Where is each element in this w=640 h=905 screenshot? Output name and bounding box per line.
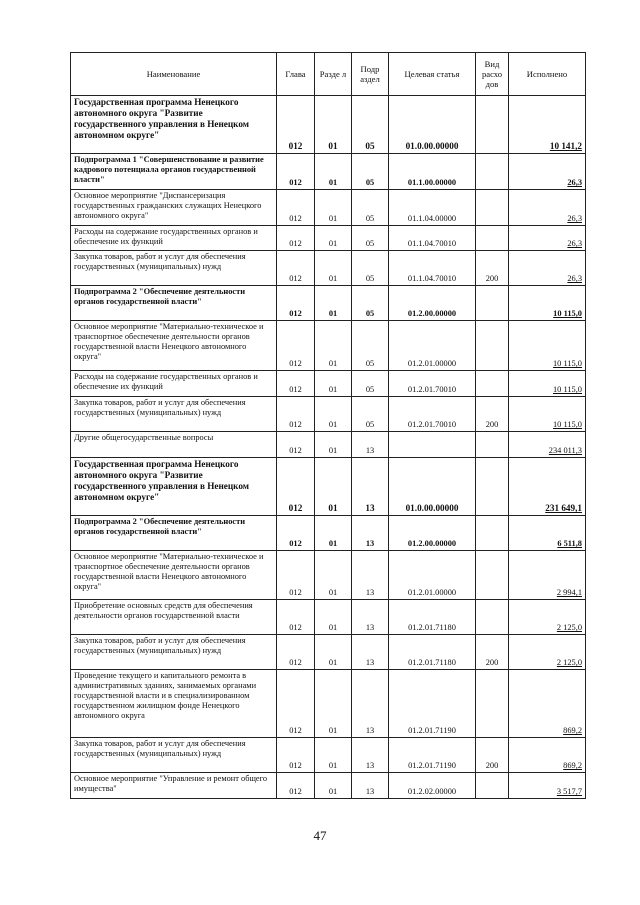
cell-target-article: [389, 432, 476, 458]
cell-chapter: 012: [277, 321, 315, 371]
cell-chapter: 012: [277, 226, 315, 251]
cell-target-article: 01.1.04.70010: [389, 251, 476, 286]
cell-section: 01: [315, 551, 352, 600]
cell-executed: 26,3: [509, 190, 586, 226]
cell-target-article: 01.2.01.71180: [389, 635, 476, 670]
cell-executed: 3 517,7: [509, 773, 586, 799]
table-row: [71, 251, 586, 286]
cell-expense-kind: [476, 190, 509, 226]
table-row: [71, 226, 586, 251]
cell-section: 01: [315, 773, 352, 799]
cell-expense-kind: [476, 458, 509, 516]
cell-expense-kind: [476, 96, 509, 154]
cell-section: 01: [315, 286, 352, 321]
cell-chapter: 012: [277, 251, 315, 286]
cell-chapter: 012: [277, 738, 315, 773]
cell-executed: 10 115,0: [509, 371, 586, 397]
cell-name: Расходы на содержание государственных органов и обеспечение их функций: [71, 226, 277, 251]
table-row: [71, 516, 586, 551]
cell-expense-kind: [476, 432, 509, 458]
cell-subsection: 13: [352, 773, 389, 799]
cell-target-article: 01.2.00.00000: [389, 286, 476, 321]
cell-chapter: 012: [277, 551, 315, 600]
cell-subsection: 05: [352, 251, 389, 286]
cell-name: Подпрограмма 2 "Обеспечение деятельности органов государственной власти": [71, 516, 277, 551]
cell-expense-kind: 200: [476, 251, 509, 286]
cell-subsection: 05: [352, 397, 389, 432]
cell-subsection: 13: [352, 670, 389, 738]
cell-executed: 26,3: [509, 251, 586, 286]
table-row: [71, 600, 586, 635]
cell-subsection: 13: [352, 635, 389, 670]
cell-name: Приобретение основных средств для обеспечения деятельности органов государственной власти: [71, 600, 277, 635]
cell-section: 01: [315, 251, 352, 286]
cell-target-article: 01.2.01.71190: [389, 738, 476, 773]
cell-executed: 869,2: [509, 738, 586, 773]
cell-target-article: 01.2.01.71190: [389, 670, 476, 738]
cell-name: Закупка товаров, работ и услуг для обеспечения государственных (муниципальных) нужд: [71, 738, 277, 773]
cell-chapter: 012: [277, 670, 315, 738]
cell-section: 01: [315, 635, 352, 670]
cell-section: 01: [315, 458, 352, 516]
cell-chapter: 012: [277, 432, 315, 458]
cell-executed: 2 994,1: [509, 551, 586, 600]
budget-execution-table: [70, 52, 586, 799]
header-name: Наименование: [71, 53, 277, 96]
cell-section: 01: [315, 600, 352, 635]
cell-subsection: 13: [352, 551, 389, 600]
cell-expense-kind: [476, 551, 509, 600]
cell-name: Закупка товаров, работ и услуг для обеспечения государственных (муниципальных) нужд: [71, 397, 277, 432]
table-row: [71, 96, 586, 154]
cell-executed: 231 649,1: [509, 458, 586, 516]
cell-executed: 10 115,0: [509, 321, 586, 371]
cell-subsection: 05: [352, 96, 389, 154]
cell-subsection: 05: [352, 321, 389, 371]
cell-section: 01: [315, 516, 352, 551]
cell-subsection: 13: [352, 738, 389, 773]
cell-executed: 6 511,8: [509, 516, 586, 551]
header-executed: Исполнено: [509, 53, 586, 96]
cell-target-article: 01.1.04.70010: [389, 226, 476, 251]
cell-chapter: 012: [277, 154, 315, 190]
cell-subsection: 13: [352, 458, 389, 516]
cell-chapter: 012: [277, 635, 315, 670]
table-row: [71, 397, 586, 432]
cell-expense-kind: [476, 321, 509, 371]
cell-expense-kind: 200: [476, 397, 509, 432]
cell-chapter: 012: [277, 773, 315, 799]
cell-name: Основное мероприятие "Материально-техническое и транспортное обеспечение деятельности органов государственной власти Ненецкого автономного округа": [71, 551, 277, 600]
cell-target-article: 01.2.01.71180: [389, 600, 476, 635]
cell-subsection: 13: [352, 600, 389, 635]
cell-name: Подпрограмма 1 "Совершенствование и развитие кадрового потенциала органов государственной власти": [71, 154, 277, 190]
cell-subsection: 13: [352, 516, 389, 551]
table-row: [71, 458, 586, 516]
cell-subsection: 05: [352, 154, 389, 190]
cell-expense-kind: [476, 226, 509, 251]
cell-executed: 26,3: [509, 226, 586, 251]
table-row: [71, 371, 586, 397]
cell-name: Закупка товаров, работ и услуг для обеспечения государственных (муниципальных) нужд: [71, 635, 277, 670]
cell-chapter: 012: [277, 286, 315, 321]
cell-executed: 234 011,3: [509, 432, 586, 458]
cell-section: 01: [315, 190, 352, 226]
cell-section: 01: [315, 738, 352, 773]
cell-name: Основное мероприятие "Материально-техническое и транспортное обеспечение деятельности органов государственной власти Ненецкого автономного округа": [71, 321, 277, 371]
cell-subsection: 13: [352, 432, 389, 458]
cell-expense-kind: [476, 600, 509, 635]
cell-target-article: 01.2.00.00000: [389, 516, 476, 551]
cell-name: Государственная программа Ненецкого автономного округа "Развитие государственного управления в Ненецком автономном округе": [71, 96, 277, 154]
cell-executed: 26,3: [509, 154, 586, 190]
cell-chapter: 012: [277, 600, 315, 635]
cell-target-article: 01.2.01.70010: [389, 371, 476, 397]
cell-target-article: 01.2.01.00000: [389, 321, 476, 371]
cell-section: 01: [315, 432, 352, 458]
cell-chapter: 012: [277, 190, 315, 226]
cell-expense-kind: [476, 154, 509, 190]
cell-expense-kind: 200: [476, 738, 509, 773]
cell-subsection: 05: [352, 190, 389, 226]
cell-target-article: 01.1.04.00000: [389, 190, 476, 226]
cell-section: 01: [315, 397, 352, 432]
cell-section: 01: [315, 670, 352, 738]
cell-name: Другие общегосударственные вопросы: [71, 432, 277, 458]
cell-section: 01: [315, 226, 352, 251]
cell-subsection: 05: [352, 286, 389, 321]
table-row: [71, 551, 586, 600]
cell-executed: 10 115,0: [509, 286, 586, 321]
header-section: Разде л: [315, 53, 352, 96]
header-subsection: Подр аздел: [352, 53, 389, 96]
cell-name: Государственная программа Ненецкого автономного округа "Развитие государственного управления в Ненецком автономном округе": [71, 458, 277, 516]
cell-section: 01: [315, 321, 352, 371]
cell-section: 01: [315, 371, 352, 397]
cell-executed: 2 125,0: [509, 600, 586, 635]
table-row: [71, 635, 586, 670]
cell-expense-kind: [476, 773, 509, 799]
cell-name: Закупка товаров, работ и услуг для обеспечения государственных (муниципальных) нужд: [71, 251, 277, 286]
cell-section: 01: [315, 96, 352, 154]
cell-target-article: 01.0.00.00000: [389, 96, 476, 154]
cell-name: Основное мероприятие "Диспансеризация государственных гражданских служащих Ненецкого автономного округа": [71, 190, 277, 226]
cell-executed: 10 115,0: [509, 397, 586, 432]
table-row: [71, 154, 586, 190]
cell-executed: 10 141,2: [509, 96, 586, 154]
header-expense-kind: Вид расхо дов: [476, 53, 509, 96]
cell-subsection: 05: [352, 371, 389, 397]
cell-chapter: 012: [277, 397, 315, 432]
cell-chapter: 012: [277, 371, 315, 397]
cell-target-article: 01.2.02.00000: [389, 773, 476, 799]
table-row: [71, 670, 586, 738]
table-row: [71, 286, 586, 321]
cell-chapter: 012: [277, 516, 315, 551]
table-row: [71, 321, 586, 371]
cell-name: Подпрограмма 2 "Обеспечение деятельности органов государственной власти": [71, 286, 277, 321]
cell-name: Основное мероприятие "Управление и ремонт общего имущества": [71, 773, 277, 799]
cell-chapter: 012: [277, 458, 315, 516]
cell-name: Проведение текущего и капитального ремонта в административных зданиях, занимаемых органами государственной власти и в специализированном государственном жилищном фонде Ненецкого автономного округа: [71, 670, 277, 738]
table-row: [71, 432, 586, 458]
cell-executed: 2 125,0: [509, 635, 586, 670]
cell-expense-kind: [476, 286, 509, 321]
header-target-article: Целевая статья: [389, 53, 476, 96]
cell-executed: 869,2: [509, 670, 586, 738]
cell-target-article: 01.0.00.00000: [389, 458, 476, 516]
cell-expense-kind: 200: [476, 635, 509, 670]
page-number: 47: [313, 828, 327, 843]
cell-expense-kind: [476, 670, 509, 738]
header-chapter: Глава: [277, 53, 315, 96]
cell-subsection: 05: [352, 226, 389, 251]
cell-target-article: 01.1.00.00000: [389, 154, 476, 190]
table-header-row: [71, 53, 586, 96]
table-row: [71, 738, 586, 773]
cell-expense-kind: [476, 516, 509, 551]
table-row: [71, 773, 586, 799]
table-row: [71, 190, 586, 226]
cell-target-article: 01.2.01.70010: [389, 397, 476, 432]
cell-chapter: 012: [277, 96, 315, 154]
cell-section: 01: [315, 154, 352, 190]
cell-expense-kind: [476, 371, 509, 397]
cell-target-article: 01.2.01.00000: [389, 551, 476, 600]
cell-name: Расходы на содержание государственных органов и обеспечение их функций: [71, 371, 277, 397]
